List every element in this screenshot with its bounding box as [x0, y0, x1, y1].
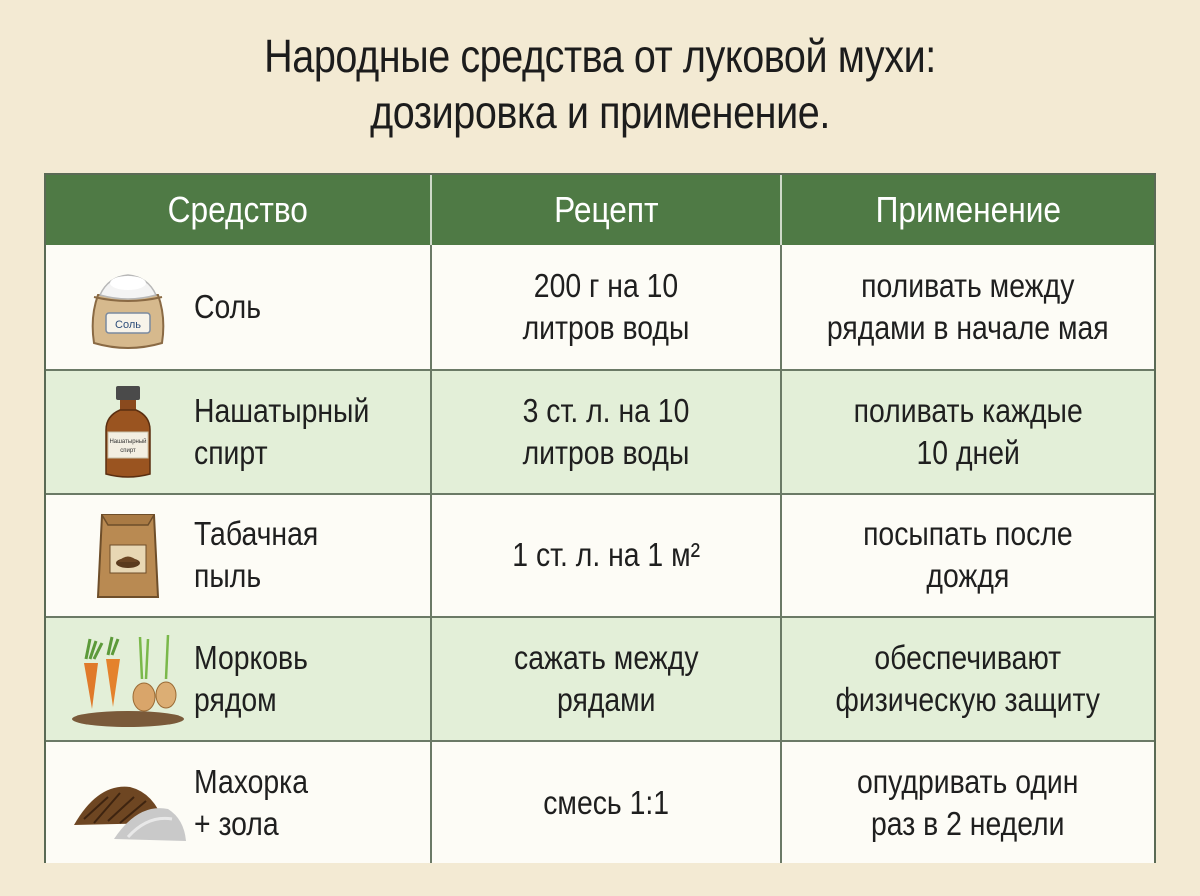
recipe-cell: сажать между рядами: [430, 618, 780, 740]
remedy-name: Табачная пыль: [194, 515, 319, 595]
remedy-cell: [46, 245, 430, 369]
title-line-1: Народные средства от луковой мухи:: [264, 30, 936, 82]
table-header: [46, 175, 1154, 245]
recipe-cell: 1 ст. л. на 1 м²: [430, 495, 780, 617]
header-recipe: Рецепт: [430, 175, 780, 245]
usage-cell: обеспечивают физическую защиту: [780, 618, 1154, 740]
table-row: [46, 740, 1154, 864]
remedy-cell: [46, 371, 430, 493]
carrots-onions-icon: [68, 629, 188, 729]
svg-text:спирт: спирт: [120, 447, 136, 454]
remedy-name: Соль: [194, 288, 262, 325]
ammonia-bottle-icon: [68, 382, 188, 482]
salt-sack-icon: [68, 257, 188, 357]
svg-text:Нашатырный: Нашатырный: [109, 438, 147, 445]
page-title: [0, 28, 1200, 140]
remedy-name: Махорка + зола: [194, 762, 309, 842]
usage-cell: опудривать один раз в 2 недели: [780, 742, 1154, 864]
usage-cell: поливать каждые 10 дней: [780, 371, 1154, 493]
title-line-2: дозировка и применение.: [370, 86, 830, 138]
tobacco-dust-bag-icon: [68, 505, 188, 605]
table-row: [46, 369, 1154, 493]
remedy-name: Нашатырный спирт: [194, 391, 370, 471]
remedy-cell: [46, 495, 430, 617]
recipe-cell: смесь 1:1: [430, 742, 780, 864]
table-row: [46, 245, 1154, 369]
remedy-name: Морковь рядом: [194, 638, 308, 718]
table-row: [46, 493, 1154, 617]
remedies-table: [44, 173, 1156, 863]
recipe-cell: 3 ст. л. на 10 литров воды: [430, 371, 780, 493]
usage-cell: посыпать после дождя: [780, 495, 1154, 617]
makhorka-ash-pile-icon: [68, 753, 188, 853]
header-usage: Применение: [780, 175, 1154, 245]
remedy-cell: [46, 742, 430, 864]
header-remedy: Средство: [167, 189, 309, 230]
table-row: [46, 616, 1154, 740]
recipe-cell: 200 г на 10 литров воды: [430, 245, 780, 369]
usage-cell: поливать между рядами в начале мая: [780, 245, 1154, 369]
remedy-cell: [46, 618, 430, 740]
svg-text:Соль: Соль: [115, 319, 141, 331]
